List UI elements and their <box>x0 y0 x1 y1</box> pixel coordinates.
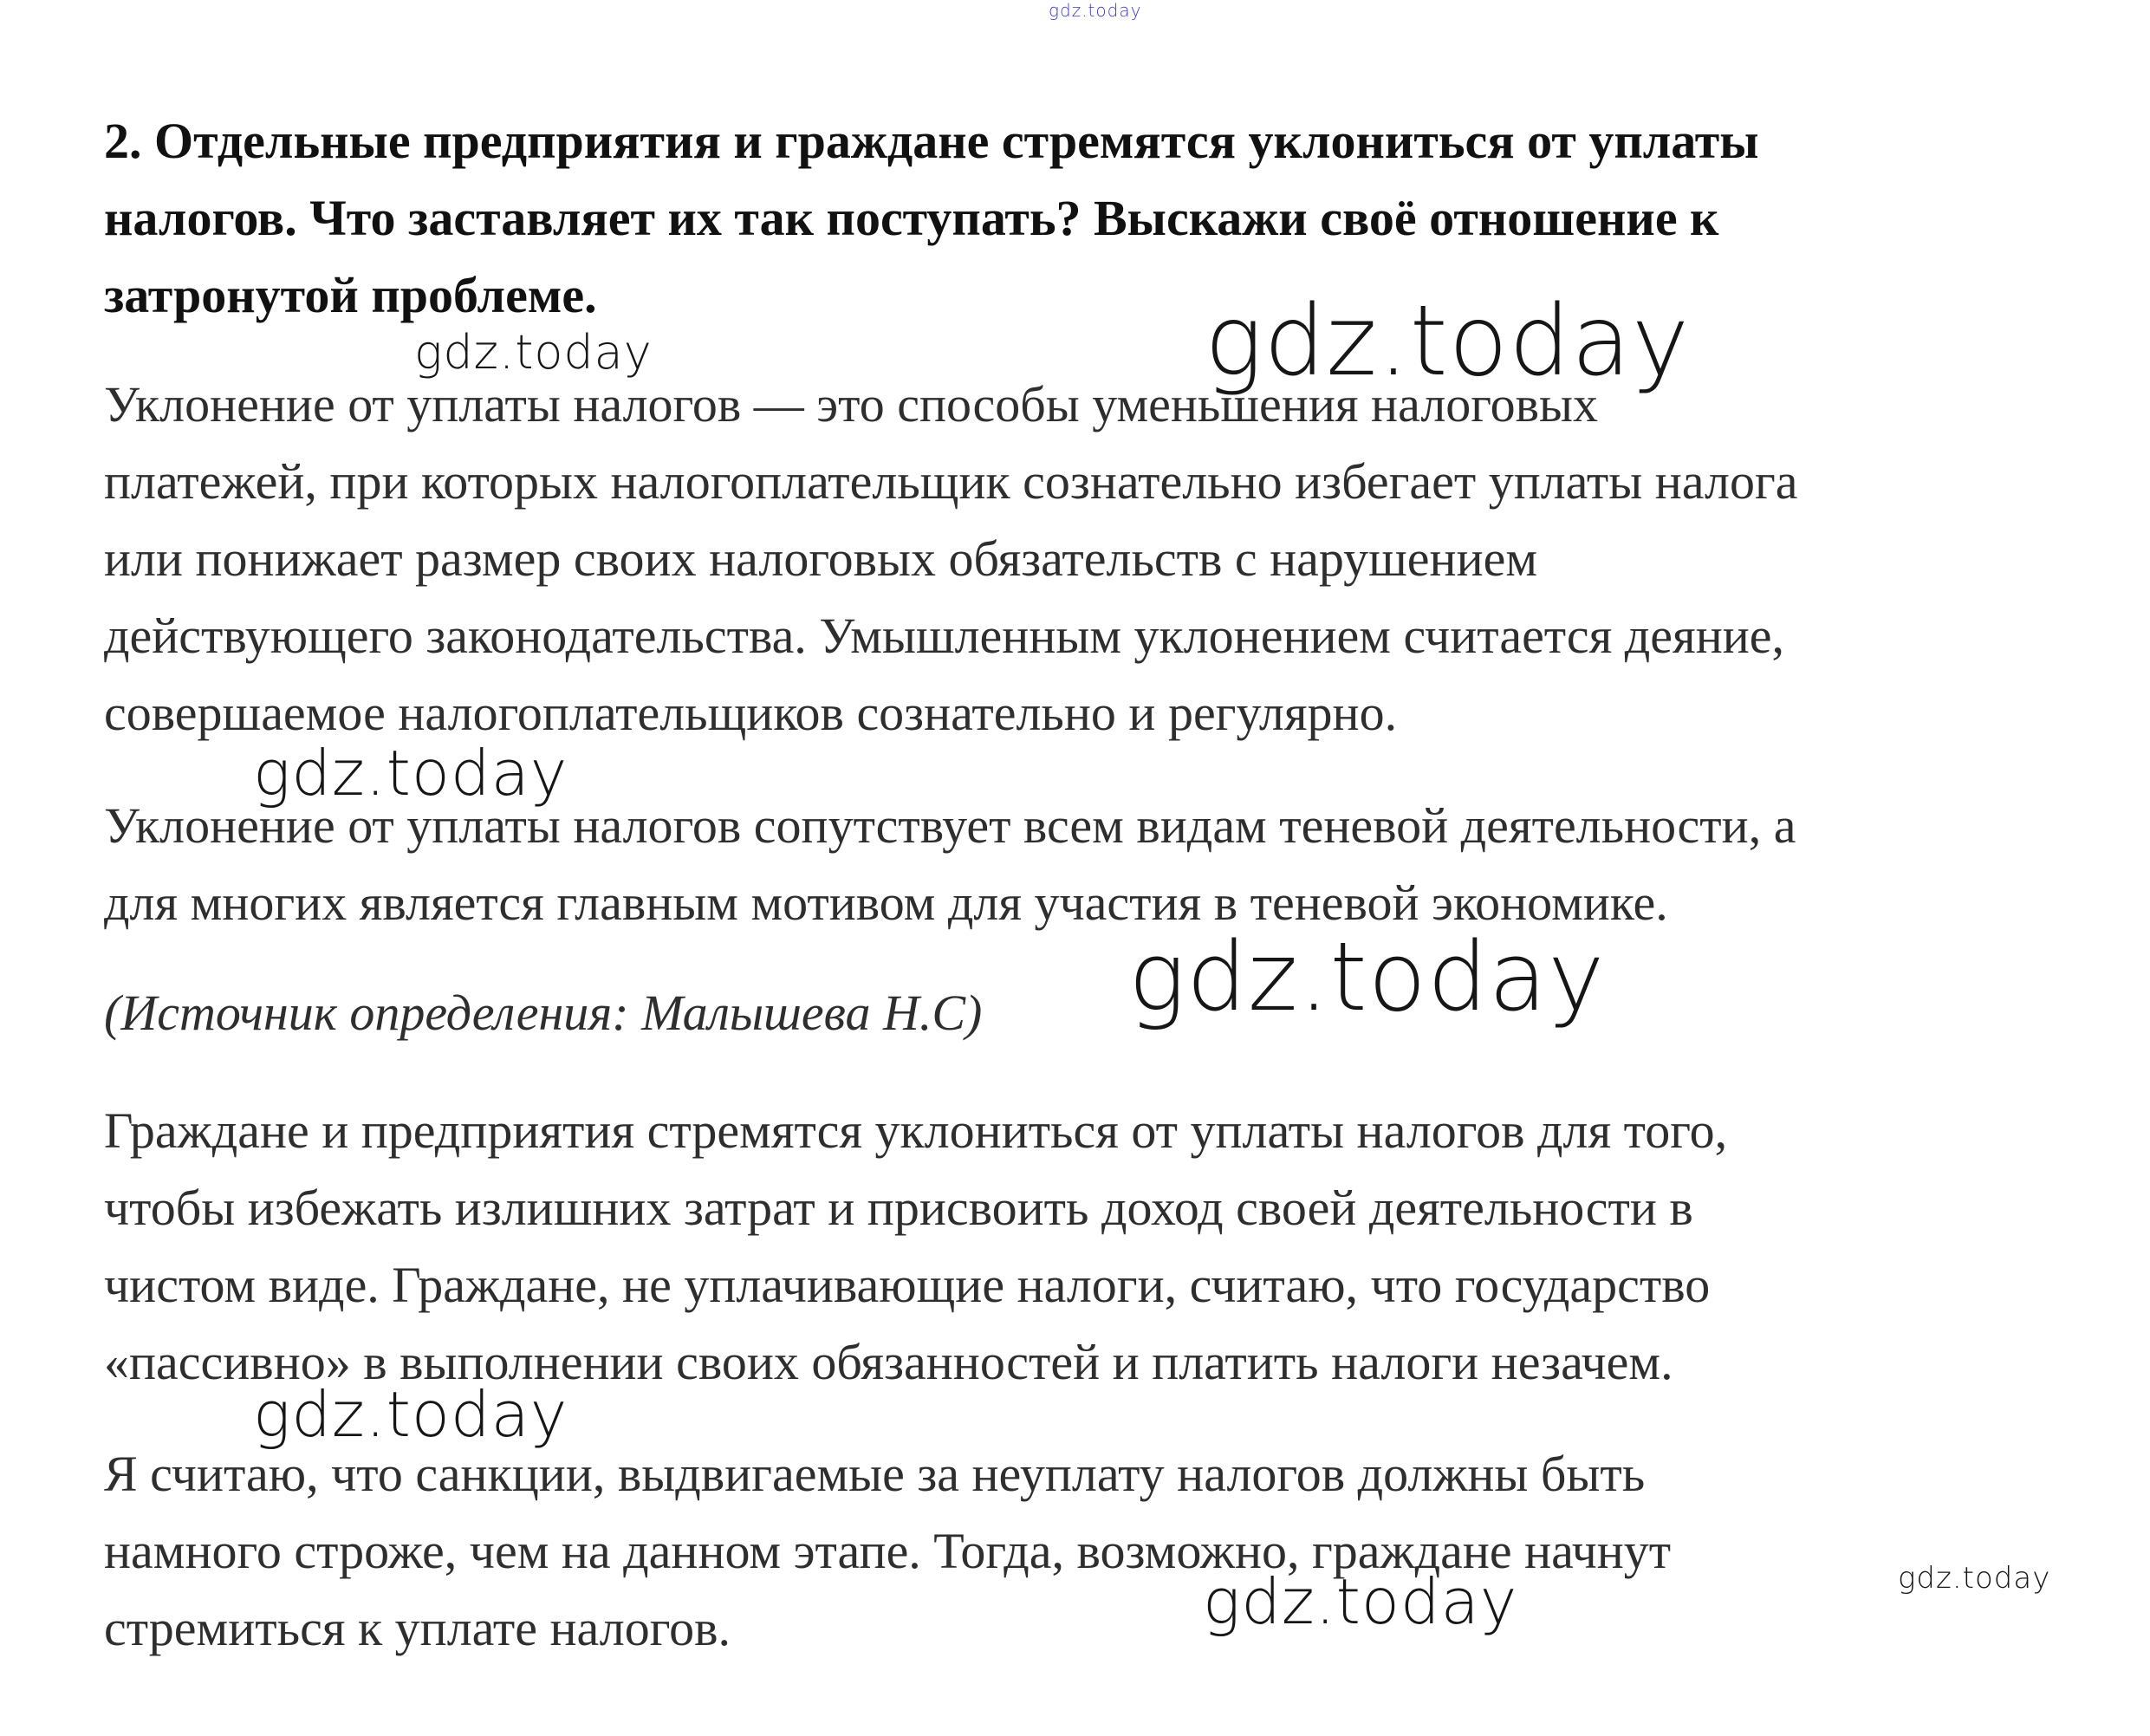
source-citation <box>104 974 982 1051</box>
question-line: затронутой проблеме. <box>104 267 597 323</box>
answer-paragraph-definition <box>104 366 1798 751</box>
question-line: 2. Отдельные предприятия и граждане стремятся уклониться от уплаты <box>104 113 1759 169</box>
paragraph-line: действующего законодательства. Умышленным уклонением считается деяние, <box>104 608 1785 664</box>
question-line: налогов. Что заставляет их так поступать? Выскажи своё отношение к <box>104 190 1719 246</box>
watermark: gdz.today <box>1205 285 1691 398</box>
watermark: gdz.today <box>414 325 653 380</box>
paragraph-line: совершаемое налогоплательщиков сознательно и регулярно. <box>104 685 1398 741</box>
answer-paragraph-shadow-economy <box>104 787 1796 941</box>
paragraph-line: «пассивно» в выполнении своих обязанностей и платить налоги незачем. <box>104 1334 1673 1390</box>
paragraph-line: Уклонение от уплаты налогов — это способы уменьшения налоговых <box>104 376 1598 432</box>
watermark: gdz.today <box>253 737 568 809</box>
answer-paragraph-reasons <box>104 1092 1727 1401</box>
paragraph-line: стремиться к уплате налогов. <box>104 1600 731 1656</box>
paragraph-line: Граждане и предприятия стремятся уклониться от уплаты налогов для того, <box>104 1102 1728 1159</box>
paragraph-line: или понижает размер своих налоговых обязательств с нарушением <box>104 530 1538 587</box>
paragraph-line: чтобы избежать излишних затрат и присвоить доход своей деятельности в <box>104 1180 1693 1236</box>
watermark: gdz.today <box>1049 0 1142 21</box>
watermark: gdz.today <box>1898 1561 2051 1596</box>
watermark: gdz.today <box>1128 921 1606 1032</box>
paragraph-line: (Источник определения: Малышева Н.С) <box>104 985 983 1041</box>
watermark: gdz.today <box>253 1378 568 1451</box>
paragraph-line: Я считаю, что санкции, выдвигаемые за неуплату налогов должны быть <box>104 1446 1646 1502</box>
paragraph-line: для многих является главным мотивом для участия в теневой экономике. <box>104 875 1668 931</box>
watermark: gdz.today <box>1203 1565 1518 1638</box>
paragraph-line: платежей, при которых налогоплательщик сознательно избегает уплаты налога <box>104 453 1798 510</box>
paragraph-line: намного строже, чем на данном этапе. Тогда, возможно, граждане начнут <box>104 1523 1672 1579</box>
paragraph-line: чистом виде. Граждане, не уплачивающие налоги, считаю, что государство <box>104 1257 1711 1313</box>
paragraph-line: Уклонение от уплаты налогов сопутствует всем видам теневой деятельности, а <box>104 797 1796 854</box>
